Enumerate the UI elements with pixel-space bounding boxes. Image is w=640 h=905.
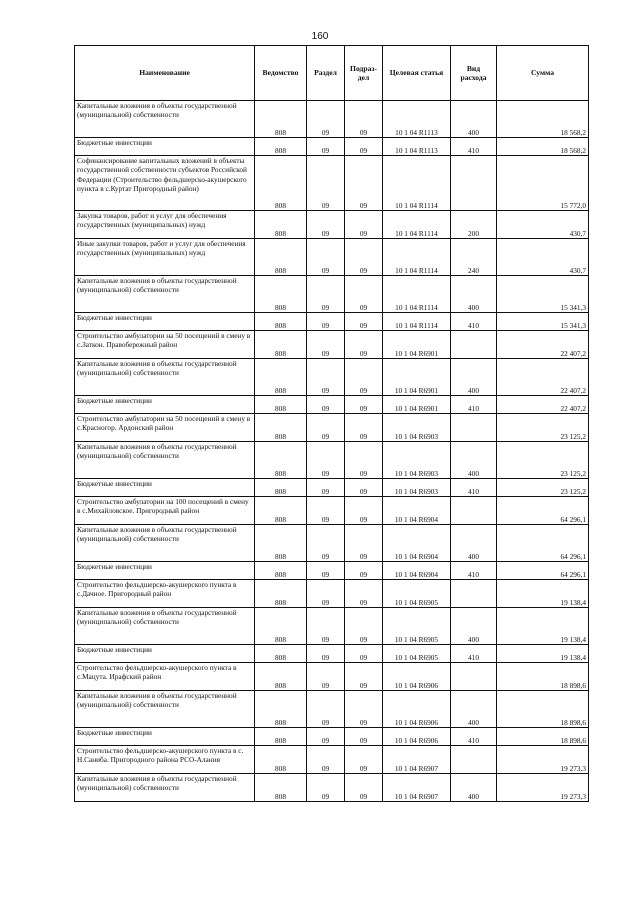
table-row xyxy=(75,396,589,414)
cell-expense-type: 410 xyxy=(451,313,497,331)
cell-section: 09 xyxy=(307,211,345,239)
cell-target-article: 10 1 04 R6907 xyxy=(383,774,451,802)
cell-section: 09 xyxy=(307,608,345,645)
cell-target-article: 10 1 04 R6906 xyxy=(383,691,451,728)
cell-expense-type xyxy=(451,497,497,525)
cell-name: Капитальные вложения в объекты государственной (муниципальной) собственности xyxy=(75,276,255,313)
table-row xyxy=(75,156,589,211)
cell-expense-type: 410 xyxy=(451,728,497,746)
cell-amount: 19 273,3 xyxy=(497,774,589,802)
cell-department: 808 xyxy=(255,211,307,239)
cell-expense-type: 400 xyxy=(451,442,497,479)
cell-subsection: 09 xyxy=(345,239,383,276)
column-header-amount: Сумма xyxy=(497,46,589,101)
cell-department: 808 xyxy=(255,313,307,331)
cell-name: Бюджетные инвестиции xyxy=(75,396,255,414)
cell-name: Строительство амбулатории на 50 посещений в смену в с.Заткон. Правобережный район xyxy=(75,331,255,359)
table-row xyxy=(75,691,589,728)
cell-amount: 22 407,2 xyxy=(497,359,589,396)
cell-subsection: 09 xyxy=(345,562,383,580)
cell-section: 09 xyxy=(307,396,345,414)
cell-subsection: 09 xyxy=(345,774,383,802)
cell-name: Строительство фельдшерско-акушерского пункта в с.Мацута. Ирафский район xyxy=(75,663,255,691)
cell-expense-type: 410 xyxy=(451,562,497,580)
cell-expense-type xyxy=(451,331,497,359)
cell-name: Бюджетные инвестиции xyxy=(75,562,255,580)
column-header-expense-type: Вид расхода xyxy=(451,46,497,101)
cell-expense-type xyxy=(451,414,497,442)
column-header-name: Наименование xyxy=(75,46,255,101)
page-number: 160 xyxy=(311,31,329,42)
cell-amount: 19 138,4 xyxy=(497,580,589,608)
cell-department: 808 xyxy=(255,156,307,211)
cell-section: 09 xyxy=(307,442,345,479)
cell-expense-type: 400 xyxy=(451,608,497,645)
cell-department: 808 xyxy=(255,479,307,497)
cell-department: 808 xyxy=(255,728,307,746)
cell-subsection: 09 xyxy=(345,497,383,525)
cell-name: Бюджетные инвестиции xyxy=(75,313,255,331)
cell-expense-type: 400 xyxy=(451,276,497,313)
cell-section: 09 xyxy=(307,497,345,525)
cell-amount: 18 568,2 xyxy=(497,138,589,156)
cell-target-article: 10 1 04 R6904 xyxy=(383,562,451,580)
cell-name: Софинансирование капитальных вложений в объекты государственной собственности субъектов Российской Федерации (Строительство фельдшерско-акушерского пункта в с.Куртат Пригородный район) xyxy=(75,156,255,211)
cell-target-article: 10 1 04 R6903 xyxy=(383,442,451,479)
cell-amount: 15 341,3 xyxy=(497,313,589,331)
cell-subsection: 09 xyxy=(345,396,383,414)
column-header-department: Ведомство xyxy=(255,46,307,101)
cell-department: 808 xyxy=(255,774,307,802)
cell-target-article: 10 1 04 R1114 xyxy=(383,313,451,331)
cell-target-article: 10 1 04 R1114 xyxy=(383,276,451,313)
cell-name: Бюджетные инвестиции xyxy=(75,138,255,156)
cell-subsection: 09 xyxy=(345,156,383,211)
table-row xyxy=(75,276,589,313)
cell-section: 09 xyxy=(307,580,345,608)
table-row xyxy=(75,479,589,497)
cell-name: Бюджетные инвестиции xyxy=(75,728,255,746)
cell-expense-type xyxy=(451,156,497,211)
cell-amount: 19 273,3 xyxy=(497,746,589,774)
cell-expense-type: 400 xyxy=(451,774,497,802)
cell-subsection: 09 xyxy=(345,663,383,691)
cell-amount: 18 568,2 xyxy=(497,101,589,138)
budget-table xyxy=(74,45,589,802)
cell-section: 09 xyxy=(307,479,345,497)
cell-subsection: 09 xyxy=(345,414,383,442)
cell-name: Строительство амбулатории на 100 посещений в смену в с.Михайловское. Пригородный район xyxy=(75,497,255,525)
cell-name: Строительство фельдшерско-акушерского пункта в с. Н.Саниба. Пригородного района РСО-Алания xyxy=(75,746,255,774)
cell-amount: 19 138,4 xyxy=(497,645,589,663)
cell-section: 09 xyxy=(307,156,345,211)
cell-amount: 430,7 xyxy=(497,239,589,276)
table-header-row xyxy=(75,46,589,101)
cell-section: 09 xyxy=(307,101,345,138)
cell-department: 808 xyxy=(255,414,307,442)
cell-section: 09 xyxy=(307,645,345,663)
cell-department: 808 xyxy=(255,608,307,645)
cell-name: Капитальные вложения в объекты государственной (муниципальной) собственности xyxy=(75,608,255,645)
cell-target-article: 10 1 04 R6904 xyxy=(383,525,451,562)
cell-amount: 23 125,2 xyxy=(497,414,589,442)
cell-department: 808 xyxy=(255,580,307,608)
table-row xyxy=(75,728,589,746)
cell-target-article: 10 1 04 R6906 xyxy=(383,728,451,746)
cell-section: 09 xyxy=(307,691,345,728)
cell-target-article: 10 1 04 R1113 xyxy=(383,138,451,156)
cell-subsection: 09 xyxy=(345,645,383,663)
cell-name: Капитальные вложения в объекты государственной (муниципальной) собственности xyxy=(75,525,255,562)
cell-name: Строительство фельдшерско-акушерского пункта в с.Дачное. Пригородный район xyxy=(75,580,255,608)
table-row xyxy=(75,497,589,525)
cell-department: 808 xyxy=(255,331,307,359)
table-row xyxy=(75,138,589,156)
table-row xyxy=(75,645,589,663)
cell-target-article: 10 1 04 R6903 xyxy=(383,479,451,497)
cell-target-article: 10 1 04 R1113 xyxy=(383,101,451,138)
cell-target-article: 10 1 04 R6901 xyxy=(383,359,451,396)
cell-target-article: 10 1 04 R1114 xyxy=(383,211,451,239)
cell-target-article: 10 1 04 R6905 xyxy=(383,580,451,608)
cell-amount: 18 898,6 xyxy=(497,691,589,728)
cell-department: 808 xyxy=(255,691,307,728)
cell-expense-type: 400 xyxy=(451,525,497,562)
cell-subsection: 09 xyxy=(345,313,383,331)
cell-subsection: 09 xyxy=(345,728,383,746)
cell-section: 09 xyxy=(307,414,345,442)
cell-target-article: 10 1 04 R6906 xyxy=(383,663,451,691)
cell-target-article: 10 1 04 R6905 xyxy=(383,608,451,645)
cell-amount: 18 898,6 xyxy=(497,728,589,746)
cell-department: 808 xyxy=(255,138,307,156)
cell-target-article: 10 1 04 R1114 xyxy=(383,239,451,276)
cell-amount: 64 296,1 xyxy=(497,562,589,580)
cell-amount: 23 125,2 xyxy=(497,442,589,479)
cell-expense-type: 400 xyxy=(451,101,497,138)
cell-expense-type xyxy=(451,746,497,774)
column-header-target-article: Целевая статья xyxy=(383,46,451,101)
cell-department: 808 xyxy=(255,562,307,580)
cell-amount: 19 138,4 xyxy=(497,608,589,645)
cell-subsection: 09 xyxy=(345,211,383,239)
cell-expense-type: 410 xyxy=(451,396,497,414)
table-row xyxy=(75,239,589,276)
cell-subsection: 09 xyxy=(345,479,383,497)
cell-amount: 15 772,0 xyxy=(497,156,589,211)
cell-subsection: 09 xyxy=(345,580,383,608)
cell-name: Капитальные вложения в объекты государственной (муниципальной) собственности xyxy=(75,442,255,479)
cell-target-article: 10 1 04 R6905 xyxy=(383,645,451,663)
column-header-subsection: Подраз-дел xyxy=(345,46,383,101)
table-row xyxy=(75,442,589,479)
cell-amount: 64 296,1 xyxy=(497,525,589,562)
cell-name: Капитальные вложения в объекты государственной (муниципальной) собственности xyxy=(75,359,255,396)
cell-subsection: 09 xyxy=(345,359,383,396)
cell-section: 09 xyxy=(307,663,345,691)
cell-section: 09 xyxy=(307,562,345,580)
cell-section: 09 xyxy=(307,746,345,774)
table-row xyxy=(75,313,589,331)
cell-subsection: 09 xyxy=(345,138,383,156)
cell-department: 808 xyxy=(255,645,307,663)
cell-subsection: 09 xyxy=(345,525,383,562)
cell-amount: 18 898,6 xyxy=(497,663,589,691)
cell-target-article: 10 1 04 R6907 xyxy=(383,746,451,774)
cell-subsection: 09 xyxy=(345,746,383,774)
cell-name: Закупка товаров, работ и услуг для обеспечения государственных (муниципальных) нужд xyxy=(75,211,255,239)
cell-subsection: 09 xyxy=(345,691,383,728)
cell-target-article: 10 1 04 R1114 xyxy=(383,156,451,211)
cell-amount: 22 407,2 xyxy=(497,331,589,359)
table-row xyxy=(75,562,589,580)
cell-expense-type: 400 xyxy=(451,359,497,396)
cell-subsection: 09 xyxy=(345,331,383,359)
table-row xyxy=(75,331,589,359)
cell-name: Иные закупки товаров, работ и услуг для обеспечения государственных (муниципальных) нужд xyxy=(75,239,255,276)
cell-amount: 22 407,2 xyxy=(497,396,589,414)
table-row xyxy=(75,101,589,138)
cell-name: Капитальные вложения в объекты государственной (муниципальной) собственности xyxy=(75,101,255,138)
cell-section: 09 xyxy=(307,331,345,359)
cell-section: 09 xyxy=(307,313,345,331)
column-header-section: Раздел xyxy=(307,46,345,101)
cell-expense-type: 240 xyxy=(451,239,497,276)
cell-subsection: 09 xyxy=(345,442,383,479)
cell-department: 808 xyxy=(255,497,307,525)
cell-target-article: 10 1 04 R6904 xyxy=(383,497,451,525)
cell-section: 09 xyxy=(307,239,345,276)
cell-name: Капитальные вложения в объекты государственной (муниципальной) собственности xyxy=(75,691,255,728)
cell-expense-type xyxy=(451,580,497,608)
table-row xyxy=(75,525,589,562)
table-row xyxy=(75,211,589,239)
table-row xyxy=(75,414,589,442)
cell-target-article: 10 1 04 R6901 xyxy=(383,331,451,359)
cell-department: 808 xyxy=(255,442,307,479)
cell-section: 09 xyxy=(307,138,345,156)
cell-department: 808 xyxy=(255,746,307,774)
table-row xyxy=(75,774,589,802)
cell-subsection: 09 xyxy=(345,101,383,138)
cell-expense-type: 410 xyxy=(451,479,497,497)
cell-section: 09 xyxy=(307,728,345,746)
cell-name: Бюджетные инвестиции xyxy=(75,479,255,497)
table-row xyxy=(75,746,589,774)
cell-name: Бюджетные инвестиции xyxy=(75,645,255,663)
cell-section: 09 xyxy=(307,276,345,313)
cell-department: 808 xyxy=(255,396,307,414)
cell-section: 09 xyxy=(307,525,345,562)
cell-expense-type: 400 xyxy=(451,691,497,728)
cell-name: Строительство амбулатории на 50 посещений в смену в с.Красногор. Ардонский район xyxy=(75,414,255,442)
cell-department: 808 xyxy=(255,663,307,691)
cell-expense-type: 410 xyxy=(451,138,497,156)
cell-amount: 64 296,1 xyxy=(497,497,589,525)
cell-amount: 15 341,3 xyxy=(497,276,589,313)
cell-target-article: 10 1 04 R6901 xyxy=(383,396,451,414)
cell-amount: 23 125,2 xyxy=(497,479,589,497)
cell-expense-type xyxy=(451,663,497,691)
cell-department: 808 xyxy=(255,101,307,138)
table-row xyxy=(75,608,589,645)
cell-section: 09 xyxy=(307,359,345,396)
cell-subsection: 09 xyxy=(345,276,383,313)
cell-section: 09 xyxy=(307,774,345,802)
cell-amount: 430,7 xyxy=(497,211,589,239)
table-row xyxy=(75,359,589,396)
cell-expense-type: 200 xyxy=(451,211,497,239)
cell-department: 808 xyxy=(255,359,307,396)
cell-name: Капитальные вложения в объекты государственной (муниципальной) собственности xyxy=(75,774,255,802)
cell-department: 808 xyxy=(255,276,307,313)
cell-expense-type: 410 xyxy=(451,645,497,663)
cell-department: 808 xyxy=(255,525,307,562)
cell-subsection: 09 xyxy=(345,608,383,645)
table-row xyxy=(75,580,589,608)
table-row xyxy=(75,663,589,691)
cell-department: 808 xyxy=(255,239,307,276)
cell-target-article: 10 1 04 R6903 xyxy=(383,414,451,442)
